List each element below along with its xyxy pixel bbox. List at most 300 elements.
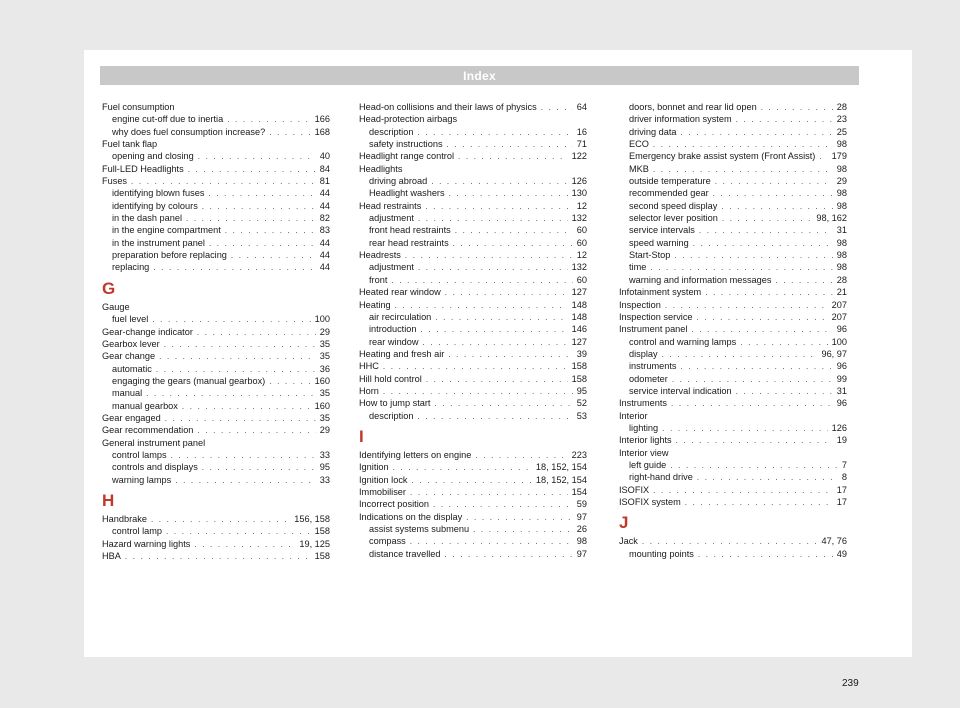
index-subentry bbox=[359, 237, 587, 249]
entry-term: recommended gear bbox=[629, 188, 709, 199]
index-subentry bbox=[359, 212, 587, 224]
entry-page-ref: 47, 76 bbox=[821, 536, 847, 547]
index-entry bbox=[359, 150, 587, 162]
index-subentry bbox=[619, 237, 847, 249]
index-subentry bbox=[619, 336, 847, 348]
dot-leader bbox=[425, 201, 572, 213]
entry-page-ref: 29 bbox=[319, 326, 330, 337]
entry-term: Headlight washers bbox=[369, 188, 445, 199]
entry-page-ref: 84 bbox=[319, 163, 330, 174]
entry-term: Immobiliser bbox=[359, 486, 406, 497]
entry-term: description bbox=[369, 410, 414, 421]
dot-leader bbox=[458, 151, 568, 163]
index-heading: Gauge bbox=[102, 301, 130, 312]
index-entry bbox=[619, 311, 847, 323]
dot-leader bbox=[736, 114, 833, 126]
index-subentry bbox=[619, 459, 847, 471]
index-entry bbox=[359, 373, 587, 385]
entry-page-ref: 158 bbox=[314, 551, 330, 561]
entry-term: outside temperature bbox=[629, 176, 711, 187]
dot-leader bbox=[713, 188, 833, 200]
dot-leader bbox=[453, 238, 573, 250]
index-entry bbox=[619, 286, 847, 298]
entry-page-ref: 18, 152, 154 bbox=[535, 474, 587, 485]
entry-term: compass bbox=[369, 536, 406, 547]
entry-page-ref: 44 bbox=[319, 262, 330, 273]
index-subentry bbox=[359, 274, 587, 286]
dot-leader bbox=[269, 376, 310, 388]
dot-leader bbox=[447, 139, 573, 151]
entry-term: control and warning lamps bbox=[629, 336, 737, 347]
entry-term: Inspection service bbox=[619, 311, 693, 322]
entry-page-ref: 35 bbox=[319, 412, 330, 423]
entry-page-ref: 132 bbox=[571, 262, 587, 273]
index-entry bbox=[359, 299, 587, 311]
dot-leader bbox=[153, 262, 315, 274]
dot-leader bbox=[426, 374, 568, 386]
index-subentry bbox=[619, 187, 847, 199]
index-entry bbox=[102, 326, 330, 338]
entry-page-ref: 44 bbox=[319, 237, 330, 248]
index-subentry bbox=[102, 187, 330, 199]
entry-page-ref: 59 bbox=[576, 499, 587, 510]
entry-term: Infotainment system bbox=[619, 287, 702, 298]
index-heading: Headlights bbox=[359, 163, 403, 174]
index-subentry bbox=[619, 101, 847, 113]
entry-term: Emergency brake assist system (Front Assist) bbox=[629, 151, 816, 162]
index-subentry bbox=[102, 150, 330, 162]
entry-page-ref: 17 bbox=[836, 484, 847, 495]
entry-term: Horn bbox=[359, 385, 379, 396]
dot-leader bbox=[202, 201, 316, 213]
entry-term: driving abroad bbox=[369, 176, 428, 187]
index-entry bbox=[359, 101, 587, 113]
dot-leader bbox=[421, 324, 568, 336]
index-subentry bbox=[359, 410, 587, 422]
index-entry bbox=[102, 538, 330, 550]
entry-term: control lamps bbox=[112, 449, 167, 460]
dot-leader bbox=[418, 262, 568, 274]
entry-term: distance travelled bbox=[369, 548, 441, 559]
entry-page-ref: 148 bbox=[571, 299, 587, 310]
index-subentry bbox=[102, 449, 330, 461]
page-title: Index bbox=[463, 68, 496, 83]
entry-term: warning and information messages bbox=[629, 274, 772, 285]
entry-page-ref: 168 bbox=[314, 126, 330, 137]
index-subentry bbox=[619, 249, 847, 261]
dot-leader bbox=[431, 176, 567, 188]
dot-leader bbox=[676, 435, 833, 447]
index-subentry bbox=[102, 249, 330, 261]
index-column-2 bbox=[359, 101, 587, 560]
index-subentry bbox=[359, 175, 587, 187]
dot-leader bbox=[410, 487, 568, 499]
entry-term: control lamp bbox=[112, 526, 163, 537]
dot-leader bbox=[819, 151, 827, 163]
dot-leader bbox=[699, 225, 833, 237]
entry-page-ref: 98 bbox=[836, 262, 847, 273]
page-number: 239 bbox=[842, 678, 859, 689]
entry-page-ref: 158 bbox=[571, 361, 587, 372]
index-subentry bbox=[619, 212, 847, 224]
entry-page-ref: 31 bbox=[836, 225, 847, 236]
entry-term: identifying by colours bbox=[112, 200, 198, 211]
entry-page-ref: 82 bbox=[319, 213, 330, 224]
dot-leader bbox=[674, 250, 832, 262]
header-bar bbox=[100, 66, 859, 85]
entry-term: Inspection bbox=[619, 299, 661, 310]
entry-page-ref: 12 bbox=[576, 200, 587, 211]
entry-page-ref: 223 bbox=[571, 449, 587, 460]
entry-page-ref: 12 bbox=[576, 250, 587, 261]
entry-term: in the dash panel bbox=[112, 213, 182, 224]
dot-leader bbox=[705, 287, 833, 299]
entry-term: in the engine compartment bbox=[112, 225, 221, 236]
entry-term: engine cut-off due to inertia bbox=[112, 114, 224, 125]
entry-term: engaging the gears (manual gearbox) bbox=[112, 375, 266, 386]
entry-page-ref: 17 bbox=[836, 497, 847, 507]
entry-term: time bbox=[629, 262, 647, 273]
entry-term: identifying blown fuses bbox=[112, 188, 205, 199]
dot-leader bbox=[445, 549, 573, 561]
dot-leader bbox=[417, 411, 572, 423]
entry-term: driver information system bbox=[629, 114, 732, 125]
entry-term: adjustment bbox=[369, 262, 414, 273]
entry-page-ref: 95 bbox=[576, 385, 587, 396]
index-subentry bbox=[102, 313, 330, 325]
entry-term: left guide bbox=[629, 459, 667, 470]
dot-leader bbox=[662, 349, 818, 361]
dot-leader bbox=[231, 250, 316, 262]
entry-page-ref: 98 bbox=[836, 139, 847, 150]
entry-term: warning lamps bbox=[112, 474, 172, 485]
entry-term: front head restraints bbox=[369, 225, 451, 236]
dot-leader bbox=[662, 423, 828, 435]
entry-page-ref: 29 bbox=[836, 176, 847, 187]
dot-leader bbox=[125, 551, 311, 563]
entry-page-ref: 25 bbox=[836, 126, 847, 137]
entry-term: adjustment bbox=[369, 213, 414, 224]
index-heading: Interior view bbox=[619, 447, 669, 458]
dot-leader bbox=[671, 398, 833, 410]
dot-leader bbox=[159, 351, 316, 363]
index-heading: General instrument panel bbox=[102, 437, 206, 448]
index-section-letter: J bbox=[619, 513, 629, 533]
entry-term: Gear-change indicator bbox=[102, 326, 193, 337]
index-section-letter: H bbox=[102, 490, 115, 510]
index-entry bbox=[102, 338, 330, 350]
index-subentry bbox=[619, 373, 847, 385]
entry-term: Gear engaged bbox=[102, 412, 161, 423]
dot-leader bbox=[412, 475, 532, 487]
entry-page-ref: 154 bbox=[571, 486, 587, 497]
entry-page-ref: 156, 158 bbox=[294, 513, 330, 524]
entry-term: service interval indication bbox=[629, 385, 732, 396]
entry-page-ref: 98 bbox=[836, 163, 847, 174]
entry-term: Jack bbox=[619, 536, 638, 547]
dot-leader bbox=[736, 386, 833, 398]
entry-term: lighting bbox=[629, 422, 659, 433]
entry-term: Start-Stop bbox=[629, 250, 671, 261]
entry-term: Headrests bbox=[359, 250, 401, 261]
entry-page-ref: 97 bbox=[576, 511, 587, 522]
index-subentry bbox=[359, 523, 587, 535]
index-entry bbox=[102, 412, 330, 424]
index-subentry bbox=[619, 163, 847, 175]
dot-leader bbox=[434, 398, 572, 410]
index-subentry bbox=[619, 200, 847, 212]
entry-term: Hazard warning lights bbox=[102, 538, 191, 549]
entry-term: MKB bbox=[629, 163, 649, 174]
index-heading: Head-protection airbags bbox=[359, 114, 458, 125]
entry-term: speed warning bbox=[629, 237, 689, 248]
entry-term: Instrument panel bbox=[619, 324, 688, 335]
index-subentry bbox=[359, 224, 587, 236]
entry-term: driving data bbox=[629, 126, 677, 137]
entry-page-ref: 71 bbox=[576, 139, 587, 150]
entry-term: ISOFIX system bbox=[619, 497, 681, 507]
entry-page-ref: 60 bbox=[576, 274, 587, 285]
index-entry bbox=[619, 397, 847, 409]
entry-page-ref: 64 bbox=[576, 102, 587, 112]
index-subentry bbox=[619, 422, 847, 434]
entry-page-ref: 96 bbox=[836, 361, 847, 372]
index-subentry bbox=[102, 525, 330, 537]
index-column-1 bbox=[102, 101, 330, 562]
index-entry bbox=[619, 484, 847, 496]
entry-page-ref: 160 bbox=[314, 375, 330, 386]
entry-page-ref: 44 bbox=[319, 188, 330, 199]
entry-term: manual bbox=[112, 388, 143, 399]
entry-page-ref: 53 bbox=[576, 410, 587, 421]
entry-page-ref: 148 bbox=[571, 311, 587, 322]
dot-leader bbox=[740, 337, 827, 349]
entry-page-ref: 95 bbox=[319, 462, 330, 473]
index-subentry bbox=[619, 348, 847, 360]
index-subentry bbox=[619, 274, 847, 286]
dot-leader bbox=[697, 472, 838, 484]
dot-leader bbox=[693, 238, 833, 250]
index-subentry bbox=[619, 360, 847, 372]
entry-term: HBA bbox=[102, 551, 121, 561]
entry-term: Head restraints bbox=[359, 200, 422, 211]
entry-term: preparation before replacing bbox=[112, 250, 227, 261]
index-subentry bbox=[102, 126, 330, 138]
index-subentry bbox=[619, 385, 847, 397]
index-subentry bbox=[102, 474, 330, 486]
entry-term: right-hand drive bbox=[629, 472, 693, 483]
dot-leader bbox=[225, 225, 316, 237]
index-subentry bbox=[619, 261, 847, 273]
dot-leader bbox=[449, 188, 568, 200]
entry-page-ref: 23 bbox=[836, 114, 847, 125]
entry-page-ref: 52 bbox=[576, 398, 587, 409]
index-subentry bbox=[102, 261, 330, 273]
entry-page-ref: 44 bbox=[319, 200, 330, 211]
entry-page-ref: 29 bbox=[319, 425, 330, 436]
index-entry bbox=[359, 486, 587, 498]
entry-page-ref: 16 bbox=[576, 126, 587, 137]
entry-page-ref: 8 bbox=[841, 472, 847, 483]
entry-term: Ignition bbox=[359, 462, 389, 473]
entry-term: Gearbox lever bbox=[102, 338, 160, 349]
entry-term: instruments bbox=[629, 361, 677, 372]
entry-term: Headlight range control bbox=[359, 151, 454, 162]
entry-term: ISOFIX bbox=[619, 484, 650, 495]
entry-page-ref: 127 bbox=[571, 287, 587, 298]
index-entry bbox=[619, 535, 847, 547]
index-subentry bbox=[619, 548, 847, 560]
entry-term: fuel level bbox=[112, 314, 149, 325]
entry-term: HHC bbox=[359, 361, 379, 372]
index-subentry bbox=[102, 212, 330, 224]
entry-page-ref: 127 bbox=[571, 336, 587, 347]
entry-page-ref: 99 bbox=[836, 373, 847, 384]
entry-page-ref: 158 bbox=[571, 373, 587, 384]
entry-term: mounting points bbox=[629, 548, 694, 559]
entry-term: assist systems submenu bbox=[369, 524, 470, 534]
dot-leader bbox=[466, 512, 573, 524]
entry-page-ref: 81 bbox=[319, 176, 330, 187]
index-entry bbox=[359, 200, 587, 212]
entry-term: Hill hold control bbox=[359, 373, 422, 384]
entry-term: doors, bonnet and rear lid open bbox=[629, 102, 757, 112]
entry-term: Gear recommendation bbox=[102, 425, 194, 436]
entry-term: How to jump start bbox=[359, 398, 431, 409]
index-subentry bbox=[359, 323, 587, 335]
dot-leader bbox=[197, 425, 315, 437]
entry-term: Indications on the display bbox=[359, 511, 463, 522]
entry-page-ref: 33 bbox=[319, 474, 330, 485]
entry-page-ref: 126 bbox=[571, 176, 587, 187]
entry-term: Handbrake bbox=[102, 513, 147, 524]
index-entry bbox=[619, 323, 847, 335]
entry-page-ref: 83 bbox=[319, 225, 330, 236]
entry-page-ref: 122 bbox=[571, 151, 587, 162]
index-subentry bbox=[102, 200, 330, 212]
entry-term: ECO bbox=[629, 139, 649, 150]
index-entry bbox=[619, 299, 847, 311]
entry-page-ref: 158 bbox=[314, 526, 330, 537]
index-subentry bbox=[102, 400, 330, 412]
entry-page-ref: 160 bbox=[314, 400, 330, 411]
dot-leader bbox=[269, 127, 310, 139]
dot-leader bbox=[405, 250, 573, 262]
entry-page-ref: 166 bbox=[314, 114, 330, 125]
entry-term: Heated rear window bbox=[359, 287, 441, 298]
index-subentry bbox=[102, 113, 330, 125]
entry-page-ref: 96, 97 bbox=[821, 348, 847, 359]
entry-term: Gear change bbox=[102, 351, 156, 362]
index-subentry bbox=[359, 138, 587, 150]
entry-page-ref: 98 bbox=[836, 188, 847, 199]
entry-term: Instruments bbox=[619, 398, 667, 409]
entry-term: second speed display bbox=[629, 200, 718, 211]
dot-leader bbox=[473, 524, 573, 536]
index-subentry bbox=[619, 150, 847, 162]
entry-page-ref: 146 bbox=[571, 324, 587, 335]
entry-term: air recirculation bbox=[369, 311, 432, 322]
index-entry bbox=[102, 175, 330, 187]
entry-term: service intervals bbox=[629, 225, 695, 236]
entry-page-ref: 100 bbox=[831, 336, 847, 347]
index-heading: Fuel consumption bbox=[102, 102, 175, 112]
index-entry bbox=[619, 496, 847, 508]
index-entry bbox=[359, 511, 587, 523]
entry-page-ref: 49 bbox=[836, 548, 847, 559]
index-entry bbox=[359, 461, 587, 473]
entry-term: opening and closing bbox=[112, 151, 194, 162]
index-subentry bbox=[359, 126, 587, 138]
index-entry bbox=[619, 434, 847, 446]
dot-leader bbox=[198, 151, 316, 163]
entry-term: rear window bbox=[369, 336, 419, 347]
dot-leader bbox=[670, 460, 838, 472]
entry-term: Head-on collisions and their laws of physics bbox=[359, 102, 537, 112]
index-entry bbox=[359, 498, 587, 510]
index-subentry bbox=[619, 175, 847, 187]
entry-page-ref: 207 bbox=[831, 311, 847, 322]
index-section-letter: I bbox=[359, 426, 364, 446]
index-entry bbox=[359, 348, 587, 360]
index-subentry bbox=[102, 461, 330, 473]
entry-page-ref: 96 bbox=[836, 398, 847, 409]
entry-page-ref: 100 bbox=[314, 314, 330, 325]
dot-leader bbox=[681, 127, 833, 139]
entry-term: automatic bbox=[112, 363, 152, 374]
index-subentry bbox=[102, 363, 330, 375]
entry-page-ref: 35 bbox=[319, 351, 330, 362]
dot-leader bbox=[775, 275, 832, 287]
entry-term: replacing bbox=[112, 262, 150, 273]
index-entry bbox=[102, 350, 330, 362]
entry-page-ref: 21 bbox=[836, 287, 847, 298]
index-subentry bbox=[102, 237, 330, 249]
entry-page-ref: 35 bbox=[319, 388, 330, 399]
entry-page-ref: 97 bbox=[576, 548, 587, 559]
dot-leader bbox=[194, 539, 295, 551]
entry-page-ref: 98 bbox=[836, 250, 847, 261]
index-section-letter: G bbox=[102, 278, 116, 298]
index-entry bbox=[102, 163, 330, 175]
dot-leader bbox=[681, 361, 833, 373]
entry-page-ref: 33 bbox=[319, 449, 330, 460]
entry-page-ref: 98 bbox=[836, 200, 847, 211]
entry-term: selector lever position bbox=[629, 213, 718, 224]
entry-term: Heating bbox=[359, 299, 391, 310]
entry-page-ref: 98 bbox=[836, 237, 847, 248]
index-subentry bbox=[619, 138, 847, 150]
dot-leader bbox=[445, 287, 568, 299]
entry-term: display bbox=[629, 348, 658, 359]
index-subentry bbox=[619, 113, 847, 125]
entry-page-ref: 98 bbox=[576, 536, 587, 547]
index-entry bbox=[102, 550, 330, 562]
entry-page-ref: 39 bbox=[576, 348, 587, 359]
dot-leader bbox=[423, 337, 568, 349]
index-entry bbox=[359, 385, 587, 397]
entry-page-ref: 35 bbox=[319, 338, 330, 349]
entry-page-ref: 19, 125 bbox=[299, 538, 330, 549]
entry-term: Identifying letters on engine bbox=[359, 449, 472, 460]
entry-page-ref: 179 bbox=[831, 151, 847, 162]
dot-leader bbox=[761, 102, 833, 114]
entry-page-ref: 60 bbox=[576, 225, 587, 236]
index-subentry bbox=[102, 375, 330, 387]
index-subentry bbox=[359, 535, 587, 547]
dot-leader bbox=[722, 213, 812, 225]
index-subentry bbox=[359, 336, 587, 348]
